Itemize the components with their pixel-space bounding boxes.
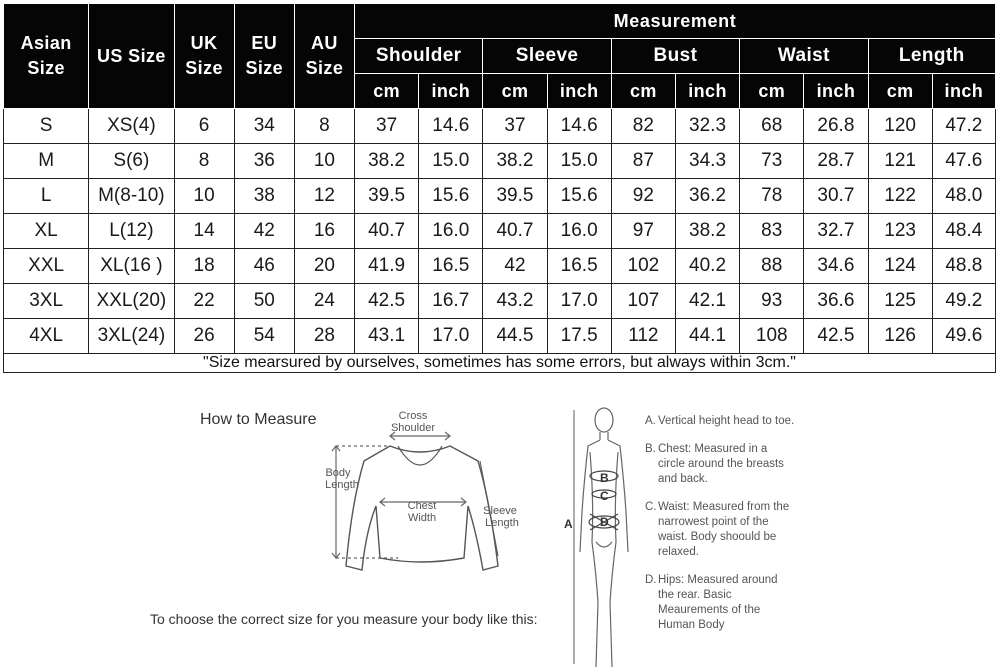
table-cell: XXL: [4, 249, 89, 284]
sleeve-label-line1: Sleeve: [483, 505, 517, 517]
table-cell: 54: [234, 319, 294, 354]
header-unit-inch: inch: [419, 74, 483, 109]
table-cell: 108: [740, 319, 804, 354]
table-cell: 3XL(24): [89, 319, 174, 354]
table-cell: 36: [234, 144, 294, 179]
table-cell: 38.2: [355, 144, 419, 179]
table-cell: 17.5: [547, 319, 611, 354]
table-cell: M: [4, 144, 89, 179]
table-cell: 16.0: [547, 214, 611, 249]
table-cell: 10: [294, 144, 354, 179]
table-row: [4, 249, 996, 284]
table-cell: L(12): [89, 214, 174, 249]
header-unit-inch: inch: [932, 74, 995, 109]
table-cell: 34: [234, 109, 294, 144]
size-chart-table: [3, 3, 996, 373]
table-cell: 44.1: [675, 319, 739, 354]
table-cell: 49.6: [932, 319, 995, 354]
table-cell: 40.7: [355, 214, 419, 249]
legend-text: Waist: Measured from the narrowest point of the waist. Body shoould be relaxed.: [658, 501, 790, 558]
measurement-note: "Size mearsured by ourselves, sometimes has some errors, but always within 3cm.": [4, 354, 996, 373]
table-cell: 36.2: [675, 179, 739, 214]
legend-item: [645, 500, 795, 560]
table-cell: L: [4, 179, 89, 214]
table-cell: 42: [234, 214, 294, 249]
table-cell: 15.0: [547, 144, 611, 179]
table-cell: 97: [611, 214, 675, 249]
legend-key: B.: [645, 443, 656, 455]
header-measurement: Measurement: [355, 4, 996, 39]
cross-label-line2: Shoulder: [390, 422, 436, 434]
header-unit-inch: inch: [547, 74, 611, 109]
table-cell: 20: [294, 249, 354, 284]
table-cell: 30.7: [804, 179, 868, 214]
table-cell: 37: [483, 109, 547, 144]
legend-key: A.: [645, 415, 656, 427]
header-length: Length: [868, 39, 995, 74]
table-cell: 32.7: [804, 214, 868, 249]
table-cell: 17.0: [547, 284, 611, 319]
table-row: [4, 179, 996, 214]
header-au-size: AU Size: [294, 4, 354, 109]
table-cell: 126: [868, 319, 932, 354]
table-cell: 38.2: [675, 214, 739, 249]
measure-instruction: To choose the correct size for you measure your body like this:: [150, 611, 538, 627]
header-unit-inch: inch: [804, 74, 868, 109]
table-cell: 48.0: [932, 179, 995, 214]
table-cell: 93: [740, 284, 804, 319]
table-cell: 42.5: [355, 284, 419, 319]
table-cell: 16.7: [419, 284, 483, 319]
chest-label-line2: Width: [407, 512, 437, 524]
table-cell: 123: [868, 214, 932, 249]
table-cell: 46: [234, 249, 294, 284]
legend-text: Hips: Measured around the rear. Basic Meaurements of the Human Body: [658, 574, 778, 631]
table-cell: 3XL: [4, 284, 89, 319]
table-cell: 78: [740, 179, 804, 214]
table-cell: 16.5: [547, 249, 611, 284]
table-cell: 120: [868, 109, 932, 144]
table-cell: 22: [174, 284, 234, 319]
table-cell: 17.0: [419, 319, 483, 354]
table-cell: 12: [294, 179, 354, 214]
table-cell: 36.6: [804, 284, 868, 319]
table-cell: 125: [868, 284, 932, 319]
measure-legend: [645, 414, 795, 646]
legend-item: [645, 442, 795, 487]
table-cell: 107: [611, 284, 675, 319]
body-length-label-line1: Body: [325, 467, 351, 479]
header-unit-cm: cm: [868, 74, 932, 109]
header-eu-size: EU Size: [234, 4, 294, 109]
table-cell: 26.8: [804, 109, 868, 144]
table-cell: 34.3: [675, 144, 739, 179]
sleeve-label-line2: Length: [485, 517, 519, 529]
body-measure-diagram: [560, 402, 645, 672]
body-letter-c: C: [600, 489, 609, 503]
table-cell: 39.5: [483, 179, 547, 214]
table-cell: 121: [868, 144, 932, 179]
legend-key: C.: [645, 501, 657, 513]
header-unit-cm: cm: [355, 74, 419, 109]
table-body: [4, 109, 996, 354]
body-length-label-line2: Length: [325, 479, 359, 491]
header-unit-inch: inch: [675, 74, 739, 109]
body-letter-d: D: [600, 515, 609, 529]
header-unit-cm: cm: [740, 74, 804, 109]
legend-item: [645, 414, 795, 429]
table-cell: 16.0: [419, 214, 483, 249]
table-cell: 15.6: [419, 179, 483, 214]
table-row: [4, 284, 996, 319]
legend-key: D.: [645, 574, 657, 586]
table-row: [4, 214, 996, 249]
table-cell: 37: [355, 109, 419, 144]
table-row: [4, 109, 996, 144]
table-cell: 122: [868, 179, 932, 214]
table-cell: 82: [611, 109, 675, 144]
header-shoulder: Shoulder: [355, 39, 483, 74]
header-bust: Bust: [611, 39, 739, 74]
cross-label-line1: Cross: [398, 410, 428, 422]
table-cell: 26: [174, 319, 234, 354]
table-cell: 14.6: [547, 109, 611, 144]
table-cell: 18: [174, 249, 234, 284]
table-cell: 24: [294, 284, 354, 319]
how-to-measure-title: How to Measure: [200, 411, 317, 428]
body-letter-a: A: [564, 517, 573, 531]
table-cell: 4XL: [4, 319, 89, 354]
table-cell: 87: [611, 144, 675, 179]
table-cell: M(8-10): [89, 179, 174, 214]
table-cell: 73: [740, 144, 804, 179]
table-cell: 38.2: [483, 144, 547, 179]
body-letter-b: B: [600, 471, 609, 485]
header-sleeve: Sleeve: [483, 39, 611, 74]
header-unit-cm: cm: [611, 74, 675, 109]
table-cell: S: [4, 109, 89, 144]
table-cell: 112: [611, 319, 675, 354]
table-cell: 40.2: [675, 249, 739, 284]
table-cell: 14.6: [419, 109, 483, 144]
table-cell: 14: [174, 214, 234, 249]
table-cell: 8: [174, 144, 234, 179]
table-cell: 50: [234, 284, 294, 319]
header-asian-size: Asian Size: [4, 4, 89, 109]
table-cell: 88: [740, 249, 804, 284]
table-row: [4, 319, 996, 354]
table-cell: 124: [868, 249, 932, 284]
table-cell: 48.4: [932, 214, 995, 249]
table-cell: 38: [234, 179, 294, 214]
header-unit-cm: cm: [483, 74, 547, 109]
table-cell: 34.6: [804, 249, 868, 284]
table-cell: XS(4): [89, 109, 174, 144]
table-cell: 47.6: [932, 144, 995, 179]
legend-text: Chest: Measured in a circle around the breasts and back.: [658, 443, 784, 485]
table-cell: XXL(20): [89, 284, 174, 319]
table-cell: 10: [174, 179, 234, 214]
table-cell: XL(16 ): [89, 249, 174, 284]
table-cell: 16: [294, 214, 354, 249]
table-cell: 47.2: [932, 109, 995, 144]
table-cell: 15.6: [547, 179, 611, 214]
sweater-measure-diagram: [318, 406, 528, 596]
table-row: [4, 144, 996, 179]
table-cell: 44.5: [483, 319, 547, 354]
table-cell: 28.7: [804, 144, 868, 179]
table-cell: 42.5: [804, 319, 868, 354]
table-cell: 43.1: [355, 319, 419, 354]
legend-item: [645, 573, 795, 633]
table-cell: 40.7: [483, 214, 547, 249]
table-cell: 15.0: [419, 144, 483, 179]
table-cell: 32.3: [675, 109, 739, 144]
table-header: [4, 4, 996, 109]
table-cell: S(6): [89, 144, 174, 179]
table-cell: 8: [294, 109, 354, 144]
table-cell: 83: [740, 214, 804, 249]
table-cell: 39.5: [355, 179, 419, 214]
table-cell: 92: [611, 179, 675, 214]
table-cell: 6: [174, 109, 234, 144]
table-cell: 102: [611, 249, 675, 284]
table-cell: 48.8: [932, 249, 995, 284]
table-cell: 68: [740, 109, 804, 144]
table-cell: 42.1: [675, 284, 739, 319]
note-row: [4, 354, 996, 373]
table-cell: 41.9: [355, 249, 419, 284]
table-cell: 42: [483, 249, 547, 284]
table-cell: 16.5: [419, 249, 483, 284]
table-cell: 43.2: [483, 284, 547, 319]
header-waist: Waist: [740, 39, 868, 74]
chest-label-line1: Chest: [407, 500, 437, 512]
table-cell: 28: [294, 319, 354, 354]
header-us-size: US Size: [89, 4, 174, 109]
header-uk-size: UK Size: [174, 4, 234, 109]
legend-text: Vertical height head to toe.: [658, 415, 795, 427]
table-cell: 49.2: [932, 284, 995, 319]
table-cell: XL: [4, 214, 89, 249]
